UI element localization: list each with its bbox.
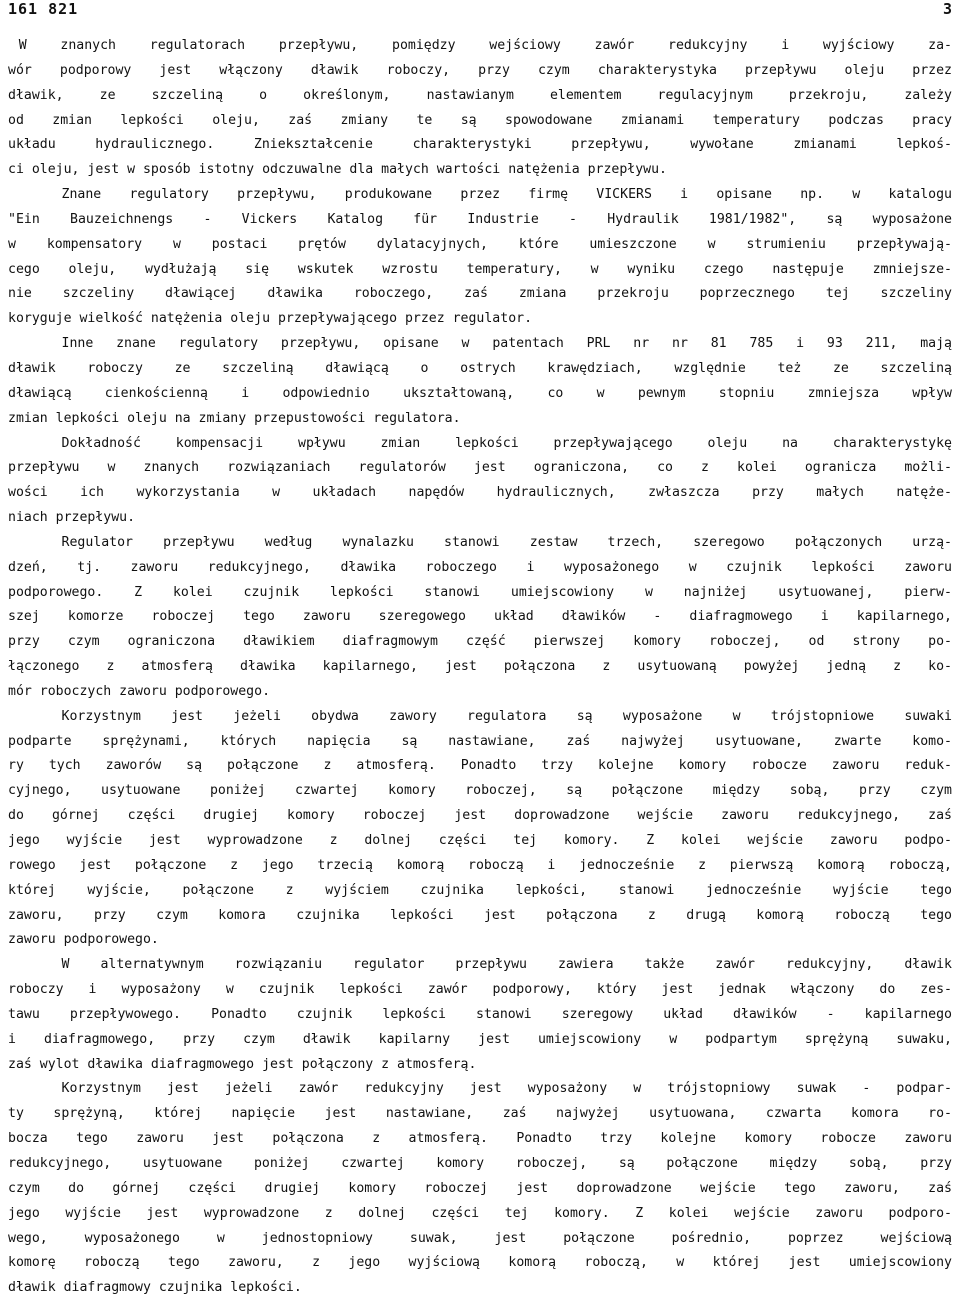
text-line: do górnej części drugiej komory roboczej jest doprowadzone wejście zaworu redukcyjnego, zaś	[8, 808, 952, 824]
text-line: dławiącą cienkościenną i odpowiednio ukształtowaną, co w pewnym stopniu zmniejsza wpływ	[8, 385, 952, 401]
text-line: której wyjście, połączone z wyjściem czujnika lepkości, stanowi jednocześnie wyjście tego	[8, 882, 952, 898]
text-line: Regulator przepływu według wynalazku stanowi zestaw trzech, szeregowo połączonych urzą-	[61, 534, 952, 550]
text-line: komorę roboczą tego zaworu, z jego wyjściową komorą roboczą, w której jest umiejscowiony	[8, 1255, 952, 1271]
text-line: dławik diafragmowy czujnika lepkości.	[8, 1280, 302, 1296]
text-line: w kompensatory w postaci prętów dylatacyjnych, które umieszczone w strumieniu przepływają-	[8, 236, 952, 252]
text-line: przepływu w znanych rozwiązaniach regulatorów jest ograniczona, co z kolei ogranicza możli-	[8, 460, 952, 476]
text-line: nie szczeliny dławiącej dławika roboczego, zaś zmiana przekroju poprzecznego tej szczeliny	[8, 286, 952, 302]
document-body	[8, 34, 952, 1301]
text-line: zaś wylot dławika diafragmowego jest połączony z atmosferą.	[8, 1056, 477, 1072]
text-line: "Ein Bauzeichnengs - Vickers Katalog für Industrie - Hydraulik 1981/1982", są wyposażone	[8, 211, 952, 227]
text-line: podparte sprężynami, których napięcia są nastawiane, zaś najwyżej usytuowane, zwarte komo-	[8, 733, 952, 749]
text-line: ry tych zaworów są połączone z atmosferą. Ponadto trzy kolejne komory robocze zaworu reduk-	[8, 758, 952, 774]
page-header	[0, 0, 960, 22]
text-line: ci oleju, jest w sposób istotny odczuwalne dla małych wartości natężenia przepływu.	[8, 162, 667, 178]
text-line: podporowego. Z kolei czujnik lepkości stanowi umiejscowiony w najniżej usytuowanej, pierw-	[8, 584, 952, 600]
text-line: W alternatywnym rozwiązaniu regulator przepływu zawiera także zawór redukcyjny, dławik	[61, 957, 952, 973]
text-line: bocza tego zaworu jest połączona z atmosferą. Ponadto trzy kolejne komory robocze zaworu	[8, 1131, 952, 1147]
text-line: wego, wyposażonego w jednostopniowy suwak, jest połączone pośrednio, poprzez wejściową	[8, 1230, 952, 1246]
text-line: Korzystnym jest jeżeli zawór redukcyjny jest wyposażony w trójstopniowy suwak - podpar-	[61, 1081, 952, 1097]
text-line: Inne znane regulatory przepływu, opisane w patentach PRL nr nr 81 785 i 93 211, mają	[61, 336, 952, 352]
text-line: ty sprężyną, której napięcie jest nastawiane, zaś najwyżej usytuowana, czwarta komora ro-	[8, 1106, 952, 1122]
text-line: rowego jest połączone z jego trzecią komorą roboczą i jednocześnie z pierwszą komorą roboczą,	[8, 857, 952, 873]
text-line: zaworu, przy czym komora czujnika lepkości jest połączona z drugą komorą roboczą tego	[8, 907, 952, 923]
text-line: koryguje wielkość natężenia oleju przepływającego przez regulator.	[8, 311, 533, 327]
text-line: przy czym ograniczona dławikiem diafragmowym część pierwszej komory roboczej, od strony po-	[8, 634, 952, 650]
text-line: roboczy i wyposażony w czujnik lepkości zawór podporowy, który jest jednak włączony do zes-	[8, 982, 952, 998]
text-line: dławik roboczy ze szczeliną dławiącą o ostrych krawędziach, względnie też ze szczeliną	[8, 360, 952, 376]
text-line: dławik, ze szczeliną o określonym, nastawianym elementem regulacyjnym przekroju, zależy	[8, 87, 952, 103]
text-line: łączonego z atmosferą dławika kapilarnego, jest połączona z usytuowaną powyżej jedną z ko-	[8, 659, 952, 675]
text-line: czym do górnej części drugiej komory roboczej jest doprowadzone wejście tego zaworu, zaś	[8, 1180, 952, 1196]
text-line: jego wyjście jest wyprowadzone z dolnej części tej komory. Z kolei wejście zaworu podpo-	[8, 833, 952, 848]
text-line: Dokładność kompensacji wpływu zmian lepkości przepływającego oleju na charakterystykę	[61, 435, 952, 451]
text-line: redukcyjnego, usytuowane poniżej czwartej komory roboczej, są połączone między sobą, przy	[8, 1155, 952, 1171]
text-line: i diafragmowego, przy czym dławik kapilarny jest umiejscowiony w podpartym sprężyną suwaku,	[8, 1031, 952, 1047]
text-line: układu hydraulicznego. Zniekształcenie charakterystyki przepływu, wywołane zmianami lepkoś-	[8, 137, 952, 153]
text-line: mór roboczych zaworu podporowego.	[8, 683, 271, 699]
text-line: cego oleju, wydłużają się wskutek wzrostu temperatury, w wyniku czego następuje zmniejsze-	[8, 261, 952, 277]
text-line: Znane regulatory przepływu, produkowane przez firmę VICKERS i opisane np. w katalogu	[61, 187, 952, 203]
text-line: cyjnego, usytuowane poniżej czwartej komory roboczej, są połączone między sobą, przy czym	[8, 783, 952, 799]
text-line: od zmian lepkości oleju, zaś zmiany te są spowodowane zmianami temperatury podczas pracy	[8, 112, 952, 128]
text-line: wór podporowy jest włączony dławik roboczy, przy czym charakterystyka przepływu oleju przez	[8, 62, 952, 78]
text-line: Korzystnym jest jeżeli obydwa zawory regulatora są wyposażone w trójstopniowe suwaki	[61, 708, 952, 724]
text-line: dzeń, tj. zaworu redukcyjnego, dławika roboczego i wyposażonego w czujnik lepkości zaworu	[8, 559, 952, 575]
text-line: zaworu podporowego.	[8, 932, 159, 948]
text-line: zmian lepkości oleju na zmiany przepustowości regulatora.	[8, 410, 461, 426]
text-line: W znanych regulatorach przepływu, pomiędzy wejściowy zawór redukcyjny i wyjściowy za-	[18, 38, 952, 53]
page-number: 3	[942, 0, 952, 18]
patent-number: 161 821	[8, 0, 79, 18]
text-line: wości ich wykorzystania w układach napędów hydraulicznych, zwłaszcza przy małych natęże-	[8, 485, 952, 501]
text-line: niach przepływu.	[8, 510, 136, 526]
text-line: szej komorze roboczej tego zaworu szeregowego układ dławików - diafragmowego i kapilarnego,	[8, 609, 952, 625]
text-line: jego wyjście jest wyprowadzone z dolnej części tej komory. Z kolei wejście zaworu podporo-	[8, 1205, 952, 1221]
text-line: tawu przepływowego. Ponadto czujnik lepkości stanowi szeregowy układ dławików - kapilarnego	[8, 1006, 952, 1022]
